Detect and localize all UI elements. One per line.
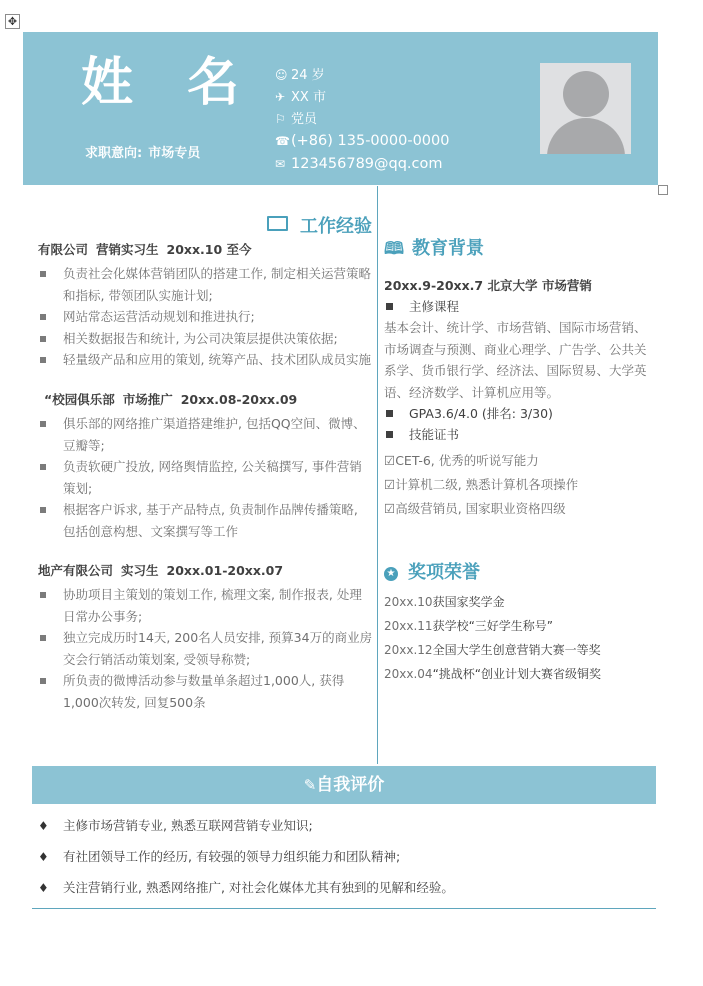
job-role: 市场推广 [122,392,173,407]
self-eval-list [38,816,648,909]
award-text: “挑战杯“创业计划大赛省级铜奖 [432,667,601,681]
award-text: 获学校“三好学生称号” [432,619,553,633]
courses-label [384,297,656,317]
award-item [384,590,601,614]
list-item: 负责社会化媒体营销团队的搭建工作, 制定相关运营策略和指标, 带领团队实施计划; [38,263,373,306]
list-item [38,847,648,878]
job-duties [38,263,378,371]
job-company: “校园俱乐部 [44,392,115,407]
info-city [275,86,449,108]
avatar-head [563,71,609,117]
folder-icon [267,216,288,231]
list-item: 网站常态运营活动规划和推进执行; [38,306,373,328]
job-intent-label: 求职意向: [85,146,143,161]
award-item [384,638,601,662]
gpa-item [384,403,656,424]
job-title [38,562,378,580]
self-eval-text: 关注营销行业, 熟悉网络推广, 对社会化媒体尤其有独到的见解和经验。 [63,880,454,895]
smile-icon: ☺ [275,68,288,82]
award-date: 20xx.12 [384,643,433,657]
list-item: 相关数据报告和统计, 为公司决策层提供决策依据; [38,328,373,350]
job-title [38,241,378,259]
cert-item: ☑CET-6, 优秀的听说写能力 [384,453,539,468]
job-entry [38,391,378,542]
list-item [38,816,648,847]
award-date: 20xx.10 [384,595,433,609]
cert-label [384,424,656,445]
self-eval-text: 主修市场营销专业, 熟悉互联网营销专业知识; [63,818,313,833]
info-city-text: XX 市 [291,90,326,105]
phone-icon: ☎ [275,134,290,148]
job-entry [38,562,378,713]
diamond-bullet-icon: ♦ [38,881,49,895]
table-move-handle[interactable]: ✥ [5,14,20,29]
job-company: 地产有限公司 [38,563,114,578]
education-title-text: 教育背景 [412,238,485,259]
job-company: 有限公司 [38,242,89,257]
personal-info [275,64,449,176]
avatar-photo[interactable] [540,63,631,154]
book-icon: 🕮 [384,239,405,259]
award-date: 20xx.11 [384,619,433,633]
diamond-bullet-icon: ♦ [38,850,49,864]
star-badge-icon: ★ [384,567,398,581]
list-item: 独立完成历时14天, 200名人员安排, 预算34万的商业房交会行销活动策划案, 受领导称赞; [38,627,373,670]
job-role: 营销实习生 [96,242,159,257]
mail-icon: ✉ [275,157,286,171]
job-duties [38,584,378,713]
list-item: 负责软硬广投放, 网络舆情监控, 公关稿撰写, 事件营销策划; [38,456,373,499]
education-main: 20xx.9-20xx.7 北京大学 市场营销 [384,278,592,293]
work-section-title [267,212,372,238]
list-item: 俱乐部的网络推广渠道搭建维护, 包括QQ空间、微博、豆瓣等; [38,413,373,456]
job-period: 20xx.10 至今 [166,242,252,257]
cert-item: ☑高级营销员, 国家职业资格四级 [384,501,566,516]
education-section-title [384,234,656,265]
name-title: 姓 名 [81,53,258,113]
job-period: 20xx.08-20xx.09 [180,392,298,407]
award-text: 获国家奖学金 [432,595,505,609]
awards-title-text: 奖项荣誉 [408,562,480,583]
job-intent-value: 市场专员 [148,146,201,161]
flag-icon: ⚐ [275,112,286,126]
info-age-text: 24 岁 [291,68,325,83]
plane-icon: ✈ [275,90,286,104]
bottom-divider [32,908,656,909]
self-eval-text: 有社团领导工作的经历, 有较强的领导力组织能力和团队精神; [63,849,401,864]
job-title [38,391,378,409]
education-section [384,234,656,521]
gpa-text: GPA3.6/4.0 (排名: 3/30) [409,406,553,421]
info-politics-text: 党员 [291,112,318,127]
info-phone-text: (+86) 135-0000-0000 [291,133,450,149]
courses-label-text: 主修课程 [409,299,460,314]
list-item: 轻量级产品和应用的策划, 统筹产品、技术团队成员实施 [38,349,373,371]
pencil-icon: ✎ [303,776,317,794]
info-age [275,64,449,86]
job-duties [38,413,378,542]
info-email-text: 123456789@qq.com [291,156,443,172]
job-entry [38,241,378,371]
courses-text: 基本会计、统计学、市场营销、国际市场营销、市场调查与预测、商业心理学、广告学、公共关系学、货币银行学、经济法、国际贸易、大学英语、经济数学、计算机应用等。 [384,320,647,400]
cert-label-text: 技能证书 [409,427,460,442]
self-eval-title-bar [32,766,656,804]
award-item [384,662,601,686]
list-item: 所负责的微博活动参与数量单条超过1,000人, 获得1,000次转发, 回复500条 [38,670,373,713]
avatar-body [547,118,625,154]
job-role: 实习生 [121,563,159,578]
diamond-bullet-icon: ♦ [38,819,49,833]
list-item: 根据客户诉求, 基于产品特点, 负责制作品牌传播策略, 包括创意构想、文案撰写等工作 [38,499,373,542]
work-title-text: 工作经验 [300,216,372,237]
cert-item: ☑计算机二级, 熟悉计算机各项操作 [384,477,579,492]
job-intent [85,142,200,161]
header-banner [23,32,658,185]
awards-section [384,558,601,686]
info-email [275,153,449,176]
award-item [384,614,601,638]
self-eval-title-text: 自我评价 [316,775,385,795]
list-item: 协助项目主策划的策划工作, 梳理文案, 制作报表, 处理日常办公事务; [38,584,373,627]
job-period: 20xx.01-20xx.07 [166,563,284,578]
info-politics [275,108,449,130]
table-resize-handle[interactable] [658,185,668,195]
awards-section-title [384,558,601,584]
list-item [38,878,648,909]
info-phone [275,130,449,153]
award-text: 全国大学生创意营销大赛一等奖 [432,643,601,657]
award-date: 20xx.04 [384,667,433,681]
